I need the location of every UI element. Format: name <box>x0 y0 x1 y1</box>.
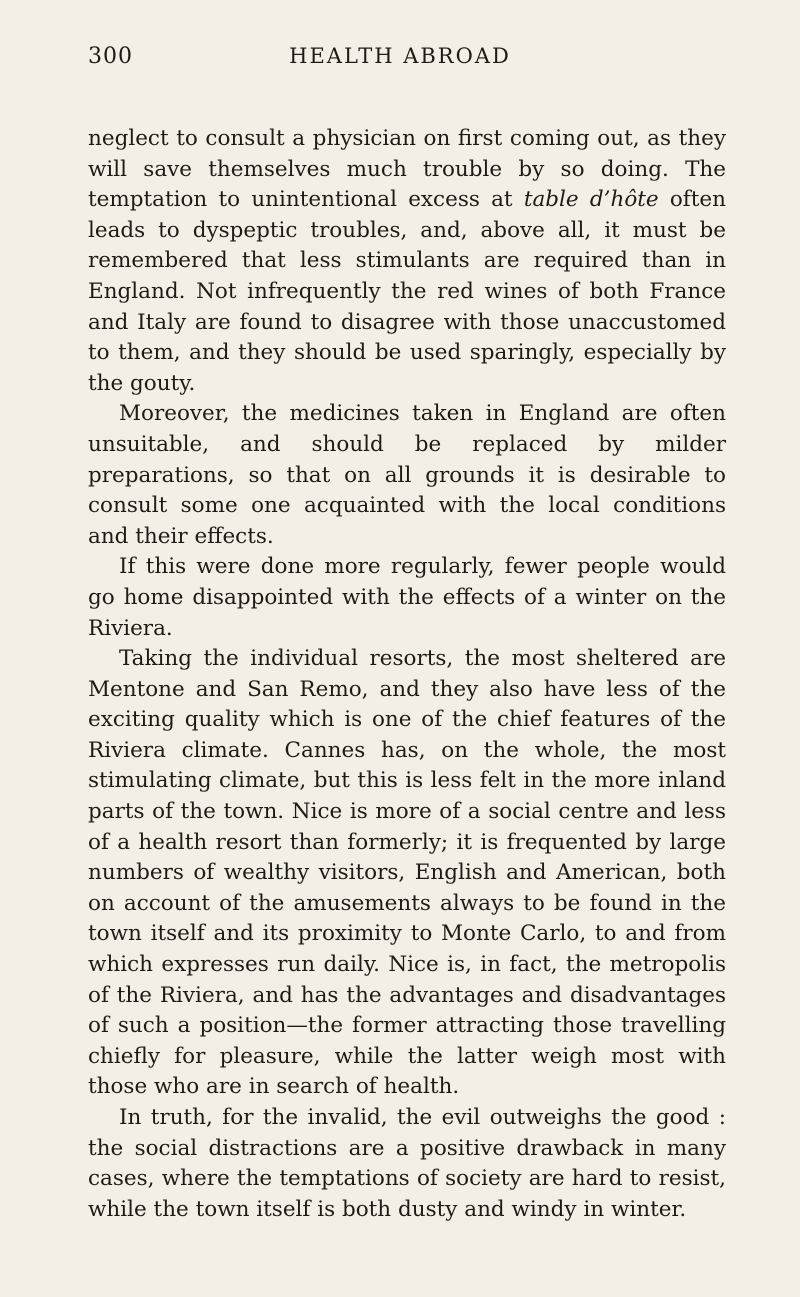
running-head <box>88 44 712 70</box>
text-run: Taking the individual resorts, the most sheltered are Mentone and San Remo, and they also have less of the exciting quality which is one of the chief features of the Riviera climate. Cannes has, on the whole, the most stimulating climate, but this is less felt in the more inland parts of the town. Nice is more of a social centre and less of a health resort than formerly; it is frequented by large numbers of wealthy visitors, English and American, both on account of the amusements always to be found in the town itself and its proximity to Monte Carlo, to and from which expresses run daily. Nice is, in fact, the metropolis of the Riviera, and has the advantages and disadvantages of such a position—the former attracting those travelling chiefly for pleasure, while the latter weigh most with those who are in search of health. <box>88 646 726 1100</box>
text-run: neglect to consult a physician on first coming out, as they will save themselves much trouble by so doing. The temptation to unintentional excess at <box>88 126 726 213</box>
paragraph <box>88 552 726 644</box>
text-run: Moreover, the medicines taken in England are often unsuitable, and should be replaced by milder preparations, so that on all grounds it is desirable to consult some one acquainted with the local conditions and their effects. <box>88 401 726 549</box>
running-title: HEALTH ABROAD <box>289 44 511 68</box>
text-run: In truth, for the invalid, the evil outweighs the good : the social distractions are a positive drawback in many cases, where the temptations of society are hard to resist, while the town itself is both dusty and windy in winter. <box>88 1105 726 1222</box>
paragraph <box>88 1103 726 1225</box>
body-text <box>88 124 726 1225</box>
text-run: If this were done more regularly, fewer people would go home disappointed with the effects of a winter on the Riviera. <box>88 554 726 641</box>
italic-phrase: table d’hôte <box>523 187 659 213</box>
paragraph <box>88 644 726 1103</box>
page-number: 300 <box>88 44 133 69</box>
paragraph <box>88 124 726 399</box>
paragraph <box>88 399 726 552</box>
text-run: often leads to dyspeptic troubles, and, above all, it must be remembered that less stimulants are required than in England. Not infrequently the red wines of both France and Italy are found to disagree with those unaccustomed to them, and they should be used sparingly, especially by the gouty. <box>88 187 726 396</box>
